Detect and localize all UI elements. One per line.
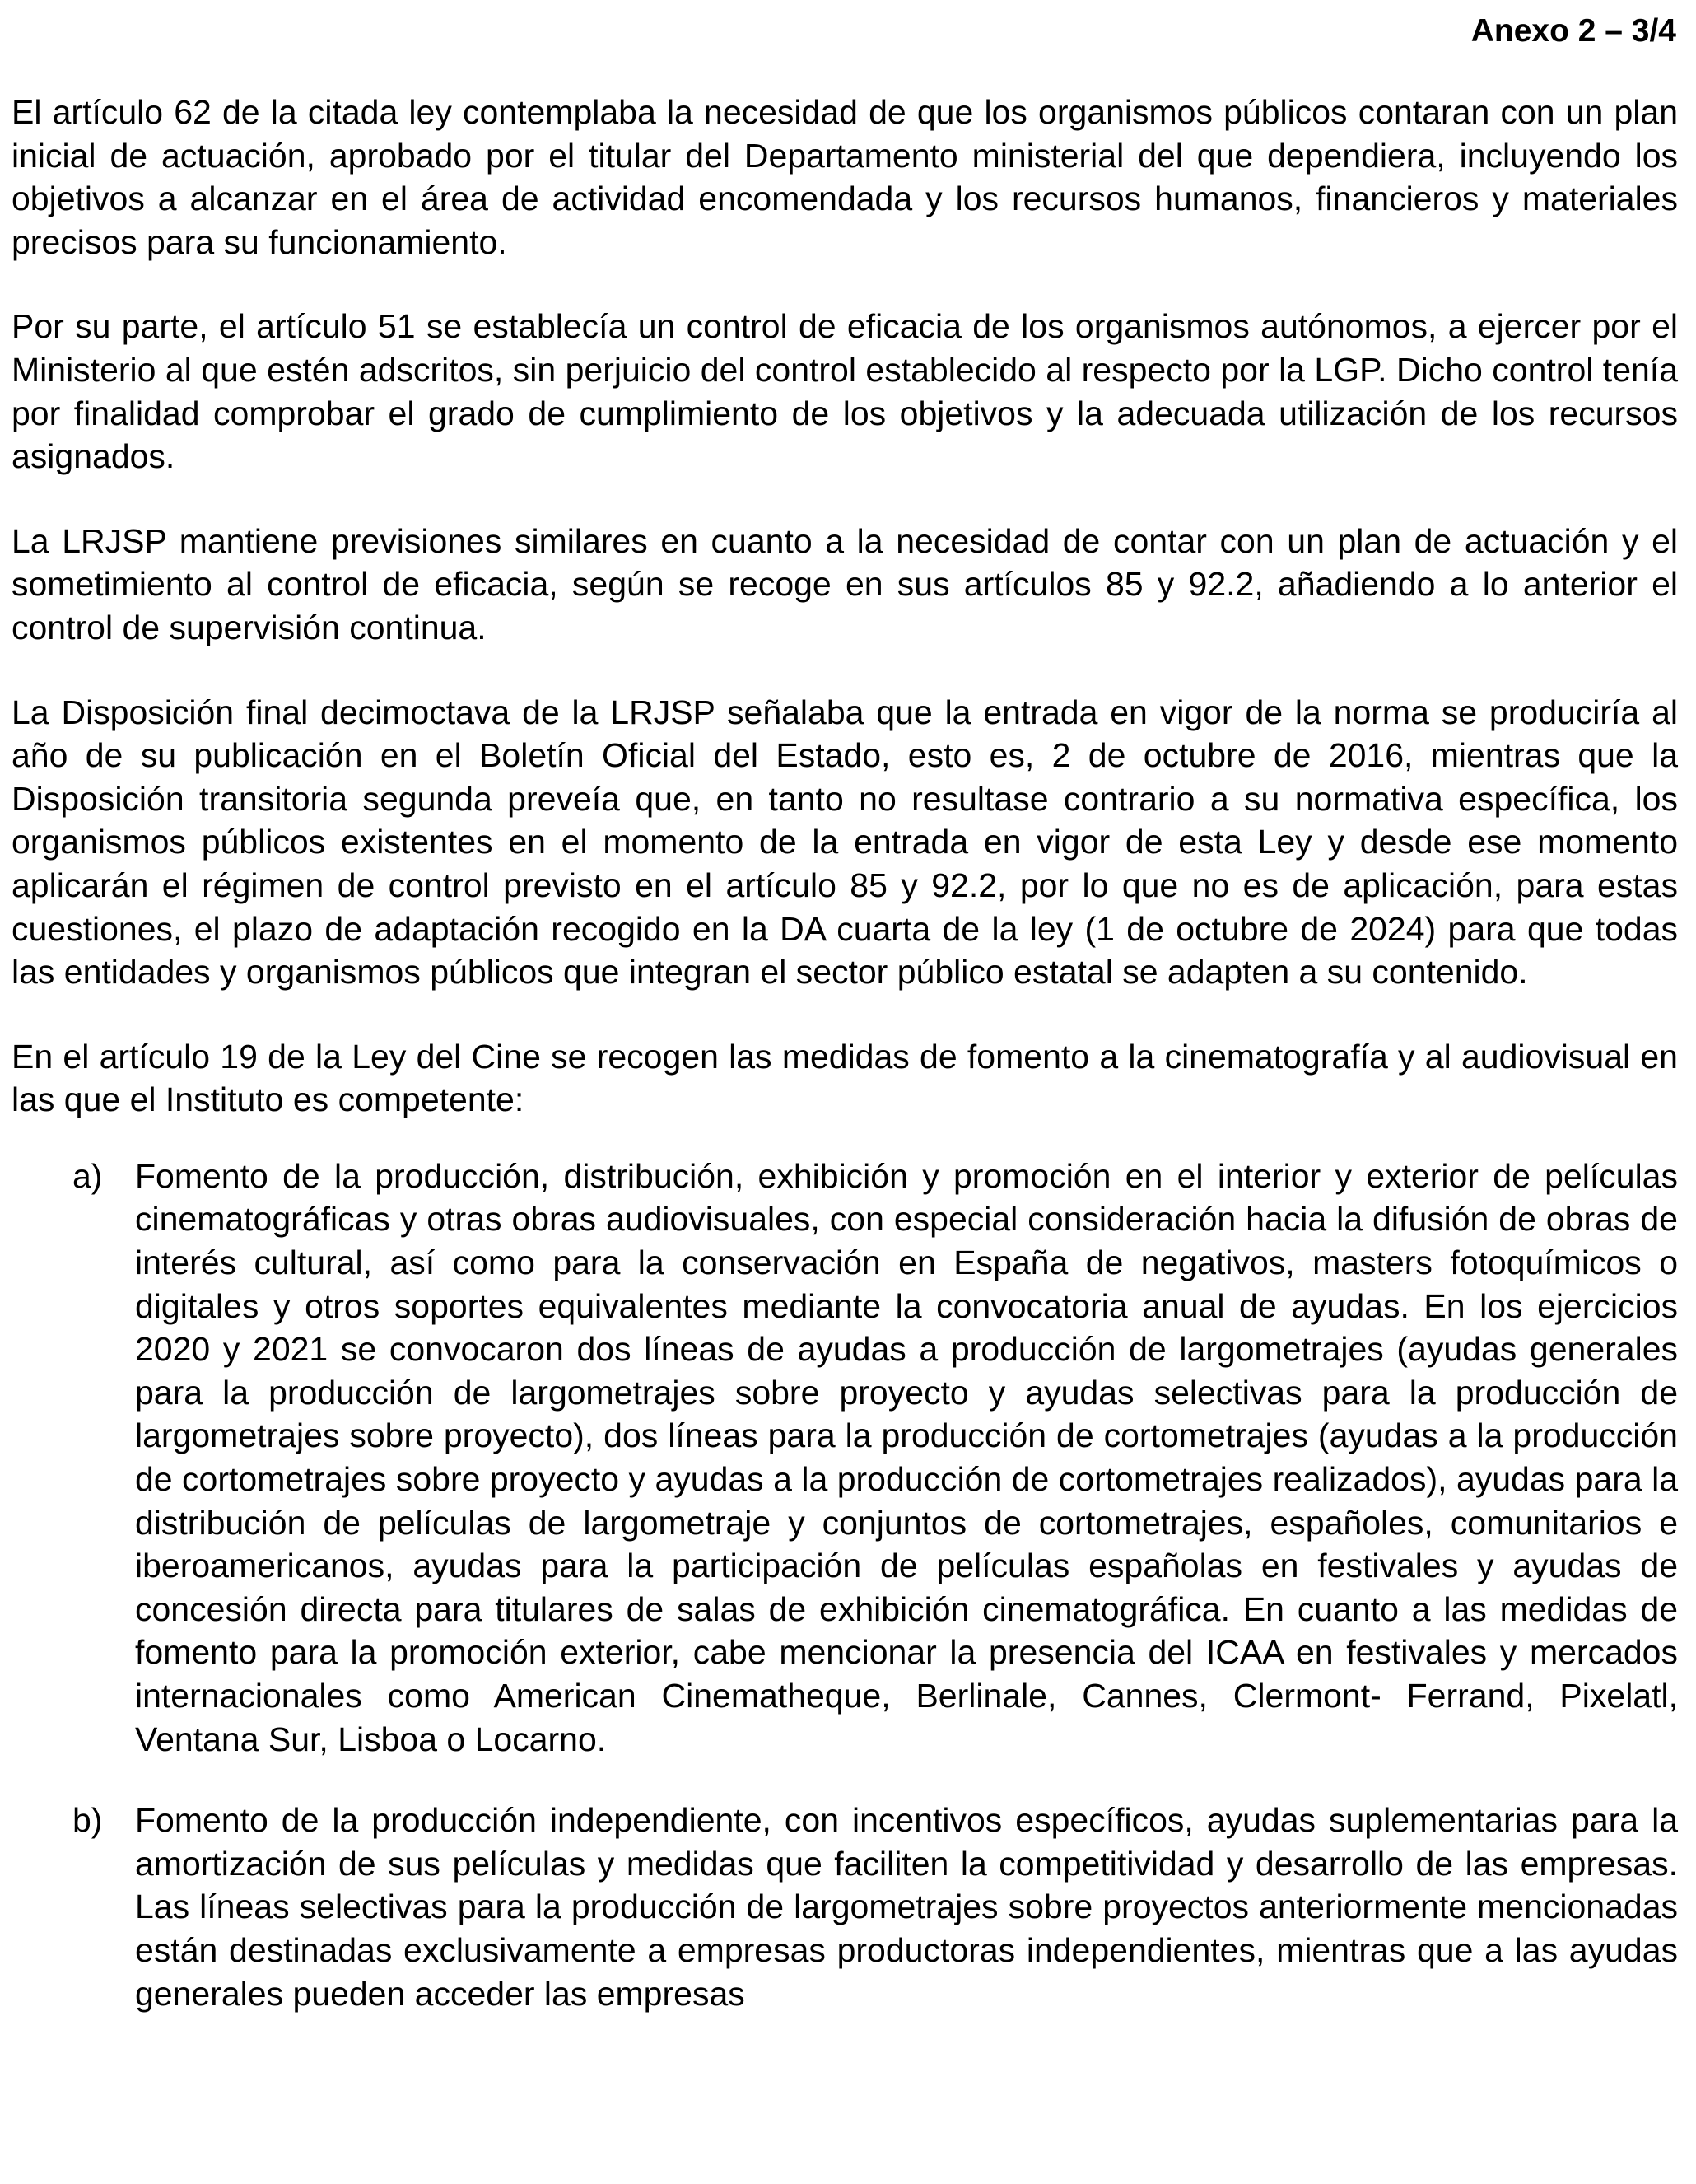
paragraph-final-provision: La Disposición final decimoctava de la LRJSP señalaba que la entrada en vigor de la norma se produciría al año de su publicación en el Boletín Oficial del Estado, esto es, 2 de octubre de 2016, mientras que la Disposición transitoria segunda preveía que, en tanto no resultase contrario a su normativa específica, los organismos públicos existentes en el momento de la entrada en vigor de esta Ley y desde ese momento aplicarán el régimen de control previsto en el artículo 85 y 92.2, por lo que no es de aplicación, para estas cuestiones, el plazo de adaptación recogido en la DA cuarta de la ley (1 de octubre de 2024) para que todas las entidades y organismos públicos que integran el sector público estatal se adapten a su contenido. bbox=[12, 693, 1678, 992]
list-item-text: Fomento de la producción, distribución, exhibición y promoción en el interior y exterior de películas cinematográficas y otras obras audiovisuales, con especial consideración hacia la difusión de obras de interés cultural, así como para la conservación en España de negativos, masters fotoquímicos o digitales y otros soportes equivalentes mediante la convocatoria anual de ayudas. En los ejercicios 2020 y 2021 se convocaron dos líneas de ayudas a producción de largometrajes (ayudas generales para la producción de largometrajes sobre proyecto y ayudas selectivas para la producción de largometrajes sobre proyecto), dos líneas para la producción de cortometrajes (ayudas a la producción de cortometrajes sobre proyecto y ayudas a la producción de cortometrajes realizados), ayudas para la distribución de películas de largometraje y conjuntos de cortometrajes, españoles, comunitarios e iberoamericanos, ayudas para la participación de películas españolas en festivales y ayudas de concesión directa para titulares de salas de exhibición cinematográfica. En cuanto a las medidas de fomento para la promoción exterior, cabe mencionar la presencia del ICAA en festivales y mercados internacionales como American Cinematheque, Berlinale, Cannes, Clermont- Ferrand, Pixelatl, Ventana Sur, Lisboa o Locarno. bbox=[135, 1156, 1678, 1758]
paragraph-lrjsp: La LRJSP mantiene previsiones similares en cuanto a la necesidad de contar con un plan de actuación y el sometimiento al control de eficacia, según se recoge en sus artículos 85 y 92.2, añadiendo a lo anterior el control de supervisión continua. bbox=[12, 521, 1678, 646]
list-item-a bbox=[12, 1155, 1678, 1761]
list-marker: a) bbox=[72, 1156, 103, 1195]
paragraph-article-62: El artículo 62 de la citada ley contemplaba la necesidad de que los organismos públicos contaran con un plan inicial de actuación, aprobado por el titular del Departamento ministerial del que dependiera, incluyendo los objetivos a alcanzar en el área de actividad encomendada y los recursos humanos, financieros y materiales precisos para su funcionamiento. bbox=[12, 93, 1678, 261]
annex-page-label: Anexo 2 – 3/4 bbox=[1470, 13, 1676, 49]
list-marker: b) bbox=[72, 1801, 103, 1840]
paragraph-article-19-intro: En el artículo 19 de la Ley del Cine se recogen las medidas de fomento a la cinematografía y al audiovisual en las que el Instituto es competente: bbox=[12, 1037, 1678, 1119]
document-body bbox=[12, 91, 1678, 2053]
list-item-b bbox=[12, 1799, 1678, 2015]
paragraph-article-51: Por su parte, el artículo 51 se establecía un control de eficacia de los organismos autónomos, a ejercer por el Ministerio al que estén adscritos, sin perjuicio del control establecido al respecto por la LGP. Dicho control tenía por finalidad comprobar el grado de cumplimiento de los objetivos y la adecuada utilización de los recursos asignados. bbox=[12, 307, 1678, 476]
list-item-text: Fomento de la producción independiente, con incentivos específicos, ayudas suplementarias para la amortización de sus películas y medidas que faciliten la competitividad y desarrollo de las empresas. Las líneas selectivas para la producción de largometrajes sobre proyectos anteriormente mencionadas están destinadas exclusivamente a empresas productoras independientes, mientras que a las ayudas generales pueden acceder las empresas bbox=[135, 1801, 1678, 2013]
